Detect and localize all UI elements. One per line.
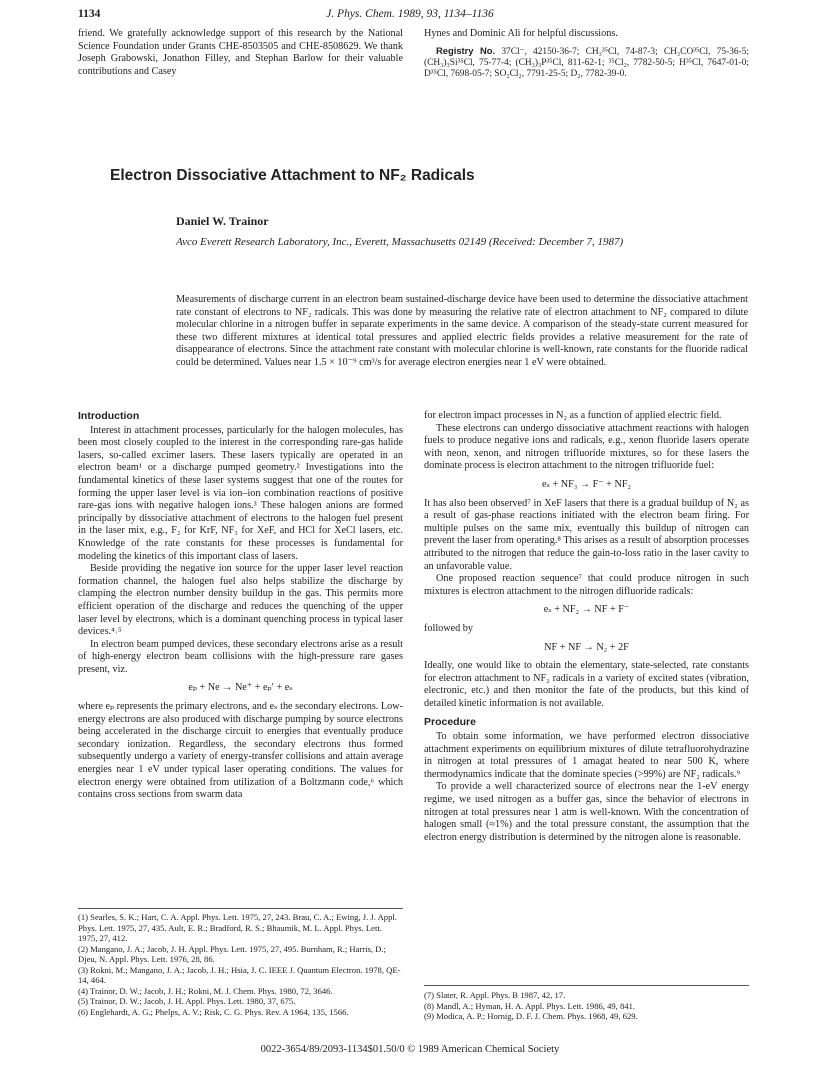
footnote-rule-left [78,908,403,909]
left-column [78,410,403,802]
equation-4: NF + NF → N₂ + 2F [544,641,629,653]
intro-paragraph-4: where eₚ represents the primary electrons, and eₛ the secondary electrons. Low-energy electrons are also produced with discharge pumping by source electrons being accelerated in the discharge circuit to energies that eventually produce secondary ionization. Regardless, the secondary electrons thus formed subsequently undergo a variety of energy-transfer collisions and attain average energies near 1 eV under typical laser operating conditions. The values for electron energy were obtained from utilization of a Boltzmann code,⁶ which contains cross sections from swarm data [78,701,403,801]
intro-paragraph-1: Interest in attachment processes, particularly for the halogen molecules, has been most closely coupled to the interest in the corresponding rare-gas halide lasers, so-called excimer lasers. These lasers typically are operated in an electron beam¹ or a discharge pumped geometry.² Investigations into the fundamental kinetics of these laser systems suggest that one of the routes for forming the upper laser level is via ion–ion combination reactions of positive rare-gas ions with negative halogen ions.³ These halogen anions are formed principally by dissociative attachment of electrons to the halogen fuel present in the laser mix, e.g., F₂ for KrF, NF₃ for XeF, and HCl for XeCl lasers, etc. Knowledge of the rate constants for these processes is fundamental for modeling the kinetics of this important class of lasers. [78,424,403,562]
procedure-paragraph-2: To provide a well characterized source of electrons near the 1-eV energy regime, we used nitrogen as a buffer gas, since the behavior of electrons in nitrogen at total pressures near 1 atm is well-known. With the concentration of halogen small (≈1%) and the total pressure constant, the assumption that the electron energy distribution is determined by the nitrogen alone is reasonable. [424,781,749,843]
registry-text: 37Cl⁻, 42150-36-7; CH₃³⁵Cl, 74-87-3; CH₃CO³⁵Cl, 75-36-5; (CH₃)₃Si³⁵Cl, 75-77-4; (CH₃)₃P³⁵Cl, 811-62-1; ³⁵Cl₂, 7782-50-5; H³⁵Cl, 7647-01-0; D³⁵Cl, 7698-05-7; SO₂Cl₂, 7791-25-5; D₂, 7782-39-0. [424,46,749,80]
reference-item: (8) Mandl, A.; Hyman, H. A. Appl. Phys. Lett. 1986, 49, 841. [424,1000,636,1011]
intro-paragraph-2: Beside providing the negative ion source for the upper laser level reaction formation channel, the halogen fuel also helps stabilize the discharge by clamping the electron number density buildup in the gas. This permits more efficient operation of the discharge and reduces the quenching of the upper laser level by electrons, which is a dominant quenching process in typical laser devices.⁴˒⁵ [78,563,403,638]
section-heading-procedure: Procedure [424,716,476,729]
intro-paragraph-3: In electron beam pumped devices, these secondary electrons arise as a result of high-energy electron beam collisions with the high-pressure rare gases present, viz. [78,638,403,675]
reference-item: (5) Trainor, D. W.; Jacob, J. H. Appl. Phys. Lett. 1980, 37, 675. [78,996,296,1006]
intro-right-paragraph-1: for electron impact processes in N₂ as a function of applied electric field. [424,410,722,421]
right-column [424,410,749,844]
reference-item: (9) Modica, A. P.; Hornig, D. F. J. Chem. Phys. 1968, 49, 629. [424,1011,638,1021]
prev-acknowledgment-right [424,28,749,80]
abstract: Measurements of discharge current in an electron beam sustained-discharge device have been used to determine the dissociative attachment rate constant of electrons to NF₂ radicals. This was done by measuring the relative rate of electron attachment to NF₂ compared to dilute molecular chlorine in a nitrogen buffer in separate experiments in the same device. A comparison of the steady-state current measured for these two different mixtures at identical total pressures and applied electric fields provides a relative measurement for the rate of disappearance of electrons. Since the attachment rate constant with molecular chlorine is well-known, rate constants for the fluoride radical could be determined. Values near 1.5 × 10⁻⁹ cm³/s for average electron energies near 1 eV were obtained. [176,294,748,368]
references-right [424,990,749,1022]
equation-1: eₚ + Ne → Ne⁺ + eₚ′ + eₛ [188,682,293,694]
reference-item: (6) Englehardt, A. G.; Phelps, A. V.; Risk, C. G. Phys. Rev. A 1964, 135, 1566. [78,1006,349,1017]
reference-item: (2) Mangano, J. A.; Jacob, J. H. Appl. Phys. Lett. 1975, 27, 495. Burnham, R.; Harris, D.; Djeu, N. Appl. Phys. Lett. 1976, 28, 86. [78,943,386,964]
intro-right-paragraph-3: It has also been observed⁷ in XeF lasers that there is a gradual buildup of N₂ as a result of gas-phase reactions initiated with the electron beam firing. For multiple pulses on the same mix, eventually this buildup of nitrogen can prevent the laser from operating.⁸ This arises as a result of absorption processes attributed to the nitrogen that reduce the gain-to-loss ratio in the laser cavity to an unfavorable value. [424,497,749,572]
followed-by-text: followed by [424,622,473,634]
registry-label: Registry No. [436,44,496,56]
page-number: 1134 [78,8,101,20]
article-author: Daniel W. Trainor [176,214,269,228]
registry-numbers [424,45,749,81]
copyright-footer: 0022-3654/89/2093-1134$01.50/0 © 1989 American Chemical Society [260,1044,560,1055]
journal-citation: J. Phys. Chem. 1989, 93, 1134–1136 [326,8,494,20]
intro-right-paragraph-5: Ideally, one would like to obtain the elementary, state-selected, rate constants for electron attachment to NF₂ radicals in a variety of excited states (vibration, electronic, etc.) and then monitor the fate of the products, but this kind of detailed kinetic information is not available. [424,660,749,709]
intro-right-paragraph-4: One proposed reaction sequence⁷ that could produce nitrogen in such mixtures is electron attachment to the nitrogen difluoride radicals: [424,573,749,597]
ack-text-right: Hynes and Dominic Ali for helpful discussions. [424,28,618,39]
article-title: Electron Dissociative Attachment to NF₂ Radicals [110,167,475,184]
equation-2: eₛ + NF₃ → F⁻ + NF₂ [541,478,632,490]
reference-item: (4) Trainor, D. W.; Jacob, J. H.; Rokni, M. J. Chem. Phys. 1980, 72, 3646. [78,985,333,996]
author-affiliation: Avco Everett Research Laboratory, Inc., Everett, Massachusetts 02149 (Received: December 7, 1987) [176,236,624,248]
references-left [78,912,403,1017]
reference-item: (1) Searles, S. K.; Hart, C. A. Appl. Phys. Lett. 1975, 27, 243. Brau, C. A.; Ewing, J. J. Appl. Phys. Lett. 1975, 27, 435. Ault, E. R.; Bradford, R. S.; Bhaumik, M. L. Appl. Phys. Lett. 1975, 27, 412. [78,912,397,943]
ack-text-left: friend. We gratefully acknowledge support of this research by the National Science Foundation under Grants CHE-8503505 and CHE-8508629. We thank Joseph Grabowski, Jonathon Filley, and Stephan Barlow for their valuable contributions and Casey [78,28,403,77]
reference-item: (3) Rokni, M.; Mangano, J. A.; Jacob, J. H.; Hsia, J. C. IEEE J. Quantum Electron. 1978, QE-14, 464. [78,964,401,985]
prev-acknowledgment-left [78,28,403,78]
equation-3: eₛ + NF₂ → NF + F⁻ [543,604,630,616]
section-heading-introduction: Introduction [78,410,140,422]
footnote-rule-right [424,985,749,986]
intro-right-paragraph-2: These electrons can undergo dissociative attachment reactions with halogen fuels to produce negative ions and radicals, e.g., xenon fluoride lasers operate with neon, xenon, and nitrogen trifluoride mixtures, so for these lasers the dominate process is electron attachment to the nitrogen trifluoride fuel: [424,422,749,472]
reference-item: (7) Slater, R. Appl. Phys. B 1987, 42, 17. [424,990,566,1000]
procedure-paragraph-1: To obtain some information, we have performed electron dissociative attachment experiments on equilibrium mixtures of dilute tetrafluorohydrazine in nitrogen at total pressures of 1 amagat heated to near 500 K, where thermodynamics indicate that the dominate species (>99%) are NF₂ radicals.⁹ [424,731,749,780]
